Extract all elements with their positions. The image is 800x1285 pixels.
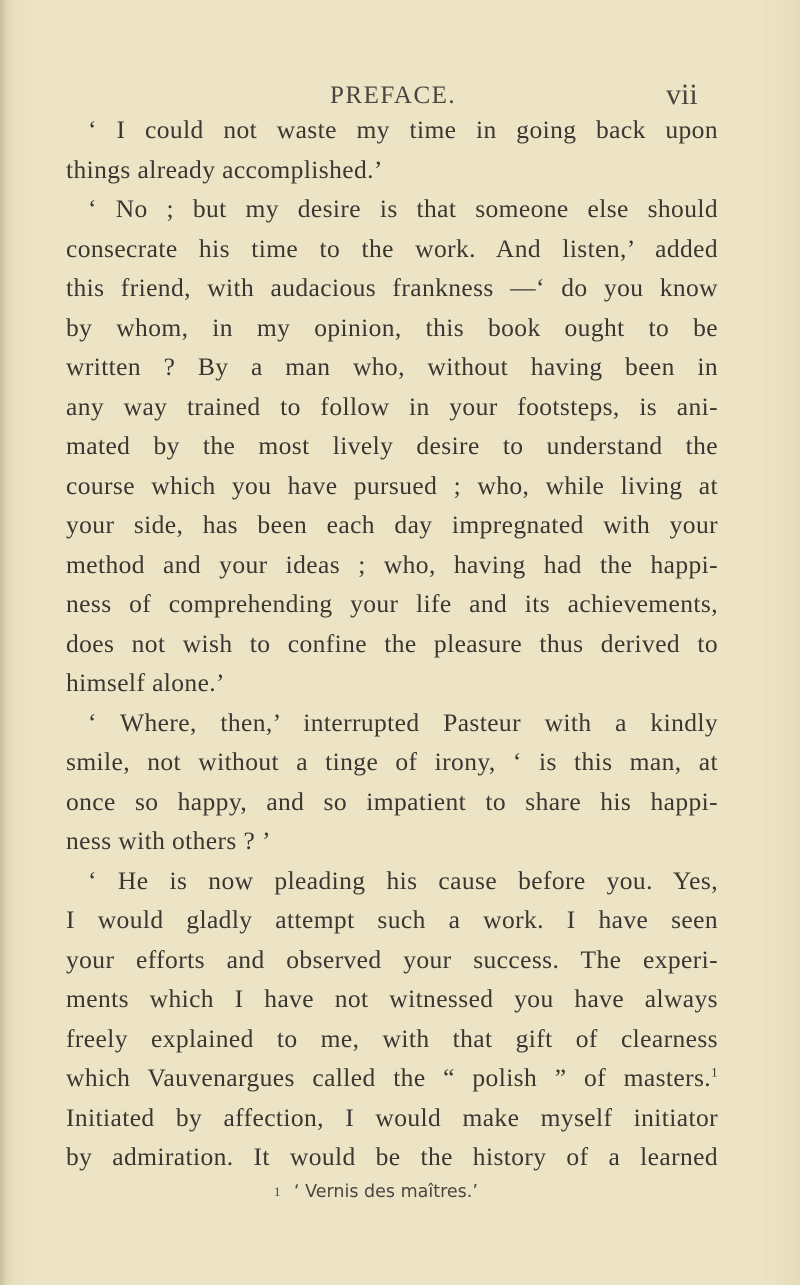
text-line-content: ness with others ? ’ bbox=[66, 826, 271, 855]
text-line bbox=[66, 703, 718, 743]
text-line bbox=[66, 505, 718, 545]
text-line bbox=[66, 387, 718, 427]
text-line bbox=[66, 782, 718, 822]
text-line-content: by admiration. It would be the history of a learned bbox=[66, 1142, 718, 1171]
text-line bbox=[66, 663, 718, 703]
text-line bbox=[66, 1098, 718, 1138]
page-number: vii bbox=[666, 78, 698, 111]
text-line bbox=[66, 979, 718, 1019]
text-line-content: himself alone.’ bbox=[66, 668, 225, 697]
footnote-text: ‘ Vernis des maîtres.’ bbox=[294, 1182, 478, 1202]
text-line-content: this friend, with audacious frankness —‘ do you know bbox=[66, 273, 718, 302]
text-line bbox=[66, 1137, 718, 1177]
text-line bbox=[66, 861, 718, 901]
text-line bbox=[66, 150, 718, 190]
footnote bbox=[0, 1182, 800, 1210]
text-line-content: Initiated by affection, I would make myself initiator bbox=[66, 1102, 718, 1132]
text-line-content: things already accomplished.’ bbox=[66, 154, 383, 184]
page-header bbox=[0, 74, 800, 114]
text-line-content: once so happy, and so impatient to share his happi- bbox=[66, 786, 718, 816]
footnote-mark: 1 bbox=[274, 1184, 281, 1199]
text-line-content: ‘ I could not waste my time in going back upon bbox=[88, 115, 718, 144]
page-gutter-shadow bbox=[0, 0, 6, 1285]
text-line bbox=[66, 900, 718, 940]
text-line bbox=[66, 940, 718, 980]
text-line bbox=[66, 545, 718, 585]
text-line-content: your side, has been each day impregnated with your bbox=[66, 510, 718, 539]
text-line-content: ‘ He is now pleading his cause before you. Yes, bbox=[88, 865, 718, 895]
text-line-content: freely explained to me, with that gift of clearness bbox=[66, 1023, 718, 1053]
body-text bbox=[66, 110, 718, 1177]
text-line-content: ments which I have not witnessed you have always bbox=[66, 984, 718, 1013]
text-line bbox=[66, 821, 718, 861]
text-line bbox=[66, 466, 718, 506]
text-line-content: any way trained to follow in your footsteps, is ani- bbox=[66, 391, 718, 421]
text-line-content: I would gladly attempt such a work. I have seen bbox=[66, 905, 718, 934]
text-line bbox=[66, 189, 718, 229]
text-line bbox=[66, 1058, 718, 1098]
text-line-content: written ? By a man who, without having been in bbox=[66, 352, 718, 381]
text-line-content: course which you have pursued ; who, while living at bbox=[66, 470, 718, 500]
text-line bbox=[66, 347, 718, 387]
text-line bbox=[66, 1019, 718, 1059]
text-line-content: which Vauvenargues called the “ polish ” of masters. bbox=[66, 1063, 712, 1092]
footnote-reference: 1 bbox=[711, 1064, 718, 1080]
text-line-content: ness of comprehending your life and its achievements, bbox=[66, 589, 718, 618]
text-line-content: mated by the most lively desire to understand the bbox=[66, 431, 718, 460]
text-line-content: by whom, in my opinion, this book ought to be bbox=[66, 312, 718, 342]
text-line-content: does not wish to confine the pleasure thus derived to bbox=[66, 628, 718, 658]
text-line bbox=[66, 584, 718, 624]
text-line bbox=[66, 742, 718, 782]
text-line-content: ‘ No ; but my desire is that someone else should bbox=[88, 194, 718, 223]
text-line-content: method and your ideas ; who, having had the happi- bbox=[66, 549, 718, 579]
text-line bbox=[66, 426, 718, 466]
text-line bbox=[66, 308, 718, 348]
running-head: PREFACE. bbox=[330, 82, 457, 109]
text-line-content: consecrate his time to the work. And listen,’ added bbox=[66, 233, 718, 263]
text-line-content: ‘ Where, then,’ interrupted Pasteur with a kindly bbox=[88, 707, 718, 737]
text-line bbox=[66, 268, 718, 308]
text-line bbox=[66, 229, 718, 269]
text-line-content: your efforts and observed your success. The experi- bbox=[66, 944, 718, 974]
text-line bbox=[66, 110, 718, 150]
text-line-content: smile, not without a tinge of irony, ‘ is this man, at bbox=[66, 747, 718, 776]
text-line bbox=[66, 624, 718, 664]
